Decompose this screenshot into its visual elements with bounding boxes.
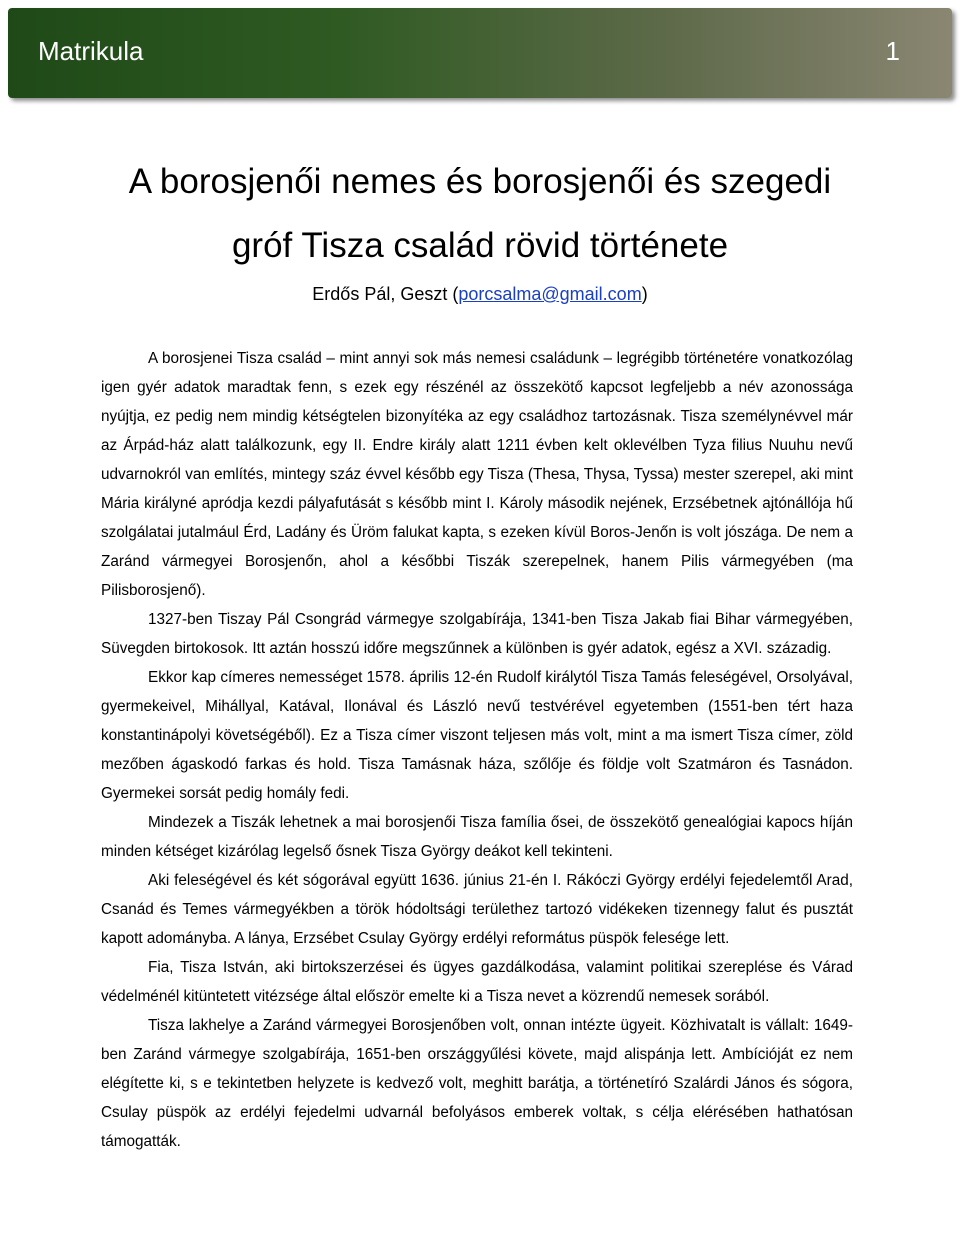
paragraph: 1327-ben Tiszay Pál Csongrád vármegye szolgabírája, 1341-ben Tisza Jakab fiai Bihar vármegyében, Süvegden birtokosok. Itt aztán hosszú időre megszűnnek a különben is gyér adatok, egész a XVI. századig. xyxy=(101,611,853,657)
paragraph: A borosjenei Tisza család – mint annyi sok más nemesi családunk – legrégibb történetére vonatkozólag igen gyér adatok maradtak fenn, s ezek egy részénél az összekötő kapcsot legfeljebb a név azonossága nyújtja, ez pedig nem mindig kétségtelen bizonyítéka az egy családhoz tartozásnak. Tisza személynévvel már az Árpád-ház alatt találkozunk, egy II. Endre király alatt 1211 évben kelt oklevélben Tyza filius Nuuhu nevű udvarnokról van említés, mintegy száz évvel később egy Tisza (Thesa, Thysa, Tyssa) mester szerepel, aki mint Mária királyné apródja kezdi pályafutását s később mint I. Károly második nejének, Erzsébetnek ajtónállója hű szolgálatai jutalmául Érd, Ladány és Üröm falukat kapta, s ezeken kívül Boros-Jenőn is volt jószága. De nem a Zaránd vármegyei Borosjenőn, ahol a későbbi Tiszák szerepelnek, hanem Pilis vármegyében (ma Pilisborosjenő). xyxy=(101,350,853,599)
author-email-link[interactable]: porcsalma@gmail.com xyxy=(458,284,642,304)
document-body xyxy=(101,344,853,1156)
author-line xyxy=(0,284,960,305)
header-banner xyxy=(8,8,952,98)
author-prefix: Erdős Pál, Geszt ( xyxy=(312,284,459,304)
paragraph: Tisza lakhelye a Zaránd vármegyei Borosjenőben volt, onnan intézte ügyeit. Közhivatalt is vállalt: 1649-ben Zaránd vármegye szolgabírája, 1651-ben országgyűlési követe, majd alispánja lett. Ambícióját ez nem elégítette ki, s e tekintetben helyzete is kedvező volt, meghitt barátja, a történetíró Szalárdi János és sógora, Csulay püspök az erdélyi fejedelmi udvarnál befolyásos emberek voltak, s célja elérésében hathatósan támogatták. xyxy=(101,1017,853,1150)
header-title: Matrikula xyxy=(38,36,144,66)
page-number: 1 xyxy=(885,36,900,66)
document-title-line-2: gróf Tisza család rövid története xyxy=(231,226,729,265)
document-title-line-1: A borosjenői nemes és borosjenői és szegedi xyxy=(128,162,832,201)
author-suffix: ) xyxy=(641,284,648,304)
paragraph: Mindezek a Tiszák lehetnek a mai borosjenői Tisza família ősei, de összekötő genealógiai kapocs híján minden kétséget kizárólag legelső ősnek Tisza György deákot kell tekinteni. xyxy=(101,814,853,860)
paragraph: Aki feleségével és két sógorával együtt 1636. június 21-én I. Rákóczi György erdélyi fejedelemtől Arad, Csanád és Temes vármegyékben a török hódoltsági területhez tartozó vidékeken tizennegy falut és pusztát kapott adományba. A lánya, Erzsébet Csulay György erdélyi református püspök felesége lett. xyxy=(101,872,853,947)
paragraph: Ekkor kap címeres nemességet 1578. április 12-én Rudolf királytól Tisza Tamás feleségével, Orsolyával, gyermekeivel, Mihállyal, Katával, Ilonával és László nevű testvérével egyetemben (1551-ben tért haza konstantinápolyi követségéből). Ez a Tisza címer viszont teljesen más volt, mint a ma ismert Tisza címer, zöld mezőben ágaskodó farkas és hold. Tisza Tamásnak háza, szőlője és földje volt Szatmáron és Tasnádon. Gyermekei sorsát pedig homály fedi. xyxy=(101,669,853,802)
paragraph: Fia, Tisza István, aki birtokszerzései és ügyes gazdálkodása, valamint politikai szereplése és Várad védelménél kitüntetett vitézsége által először emelte ki a Tisza nevet a közrendű nemesek sorából. xyxy=(101,959,853,1005)
